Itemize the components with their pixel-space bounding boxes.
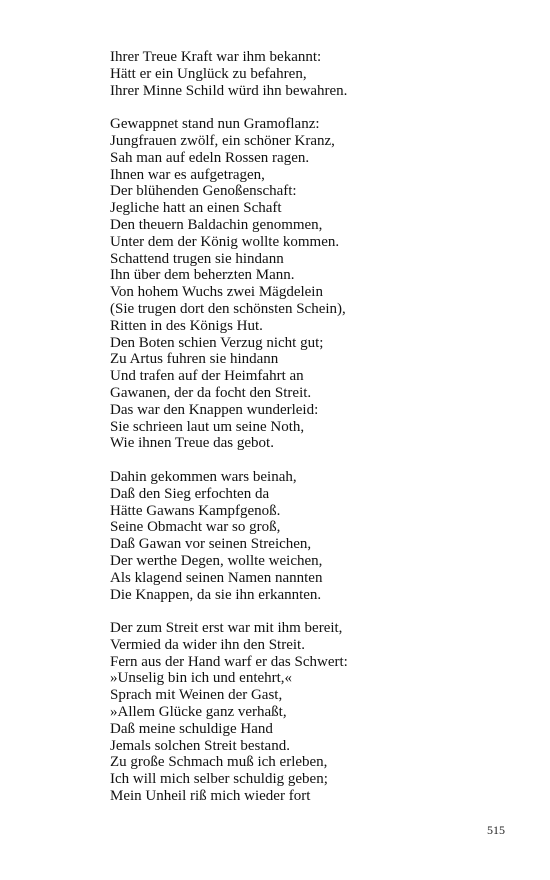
verse-line: Vermied da wider ihn den Streit. (110, 636, 305, 653)
verse-line: Und trafen auf der Heimfahrt an (110, 368, 304, 385)
verse-line: Der blühenden Genoßenschaft: (110, 183, 297, 200)
verse-line: Daß den Sieg erfochten da (110, 485, 270, 502)
verse-line: (Sie trugen dort den schönsten Schein), (110, 300, 346, 317)
poem-text (110, 49, 510, 822)
verse-line: Gewappnet stand nun Gramoflanz: (110, 116, 320, 133)
verse-line: Zu Artus fuhren sie hindann (110, 351, 279, 368)
verse-line: Daß Gawan vor seinen Streichen, (110, 536, 312, 553)
verse-line: Jungfrauen zwölf, ein schöner Kranz, (110, 132, 335, 149)
verse-line: Daß meine schuldige Hand (110, 720, 273, 737)
verse-line: Unter dem der König wollte kommen. (110, 233, 340, 250)
verse-line: Zu große Schmach muß ich erleben, (110, 754, 328, 771)
verse-line: Sie schrieen laut um seine Noth, (110, 418, 305, 435)
verse-line: Fern aus der Hand warf er das Schwert: (110, 653, 348, 670)
verse-line: Sah man auf edeln Rossen ragen. (110, 149, 310, 166)
stanza (110, 49, 510, 99)
verse-line: Von hohem Wuchs zwei Mägdelein (110, 284, 323, 301)
verse-line: Den Boten schien Verzug nicht gut; (110, 334, 324, 351)
stanza (110, 469, 510, 603)
verse-line: »Unselig bin ich und entehrt,« (110, 670, 293, 687)
verse-line: Jegliche hatt an einen Schaft (110, 200, 282, 217)
verse-line: Seine Obmacht war so groß, (110, 519, 281, 536)
verse-line: Schattend trugen sie hindann (110, 250, 284, 267)
verse-line: Dahin gekommen wars beinah, (110, 468, 297, 485)
verse-line: Ihrer Minne Schild würd ihn bewahren. (110, 82, 348, 99)
verse-line: Als klagend seinen Namen nannten (110, 569, 323, 586)
verse-line: Mein Unheil riß mich wieder fort (110, 788, 311, 805)
verse-line: Ihrer Treue Kraft war ihm bekannt: (110, 49, 322, 65)
verse-line: Jemals solchen Streit bestand. (110, 737, 290, 754)
verse-line: Sprach mit Weinen der Gast, (110, 687, 283, 704)
verse-line: Ihn über dem beherzten Mann. (110, 267, 295, 284)
verse-line: Ritten in des Königs Hut. (110, 317, 263, 334)
verse-line: Den theuern Baldachin genommen, (110, 216, 323, 233)
verse-line: Der zum Streit erst war mit ihm bereit, (110, 620, 343, 637)
verse-line: Das war den Knappen wunderleid: (110, 401, 319, 418)
verse-line: Ihnen war es aufgetragen, (110, 166, 265, 183)
verse-line: Der werthe Degen, wollte weichen, (110, 552, 323, 569)
stanza (110, 620, 510, 805)
verse-line: Gawanen, der da focht den Streit. (110, 384, 312, 401)
verse-line: Hätte Gawans Kampfgenoß. (110, 502, 281, 519)
verse-line: Hätt er ein Unglück zu befahren, (110, 65, 307, 82)
verse-line: Wie ihnen Treue das gebot. (110, 435, 274, 452)
stanza (110, 116, 510, 452)
verse-line: Ich will mich selber schuldig geben; (110, 771, 328, 788)
page-number: 515 (487, 823, 505, 837)
verse-line: Die Knappen, da sie ihn erkannten. (110, 586, 322, 603)
verse-line: »Allem Glücke ganz verhaßt, (110, 704, 287, 721)
